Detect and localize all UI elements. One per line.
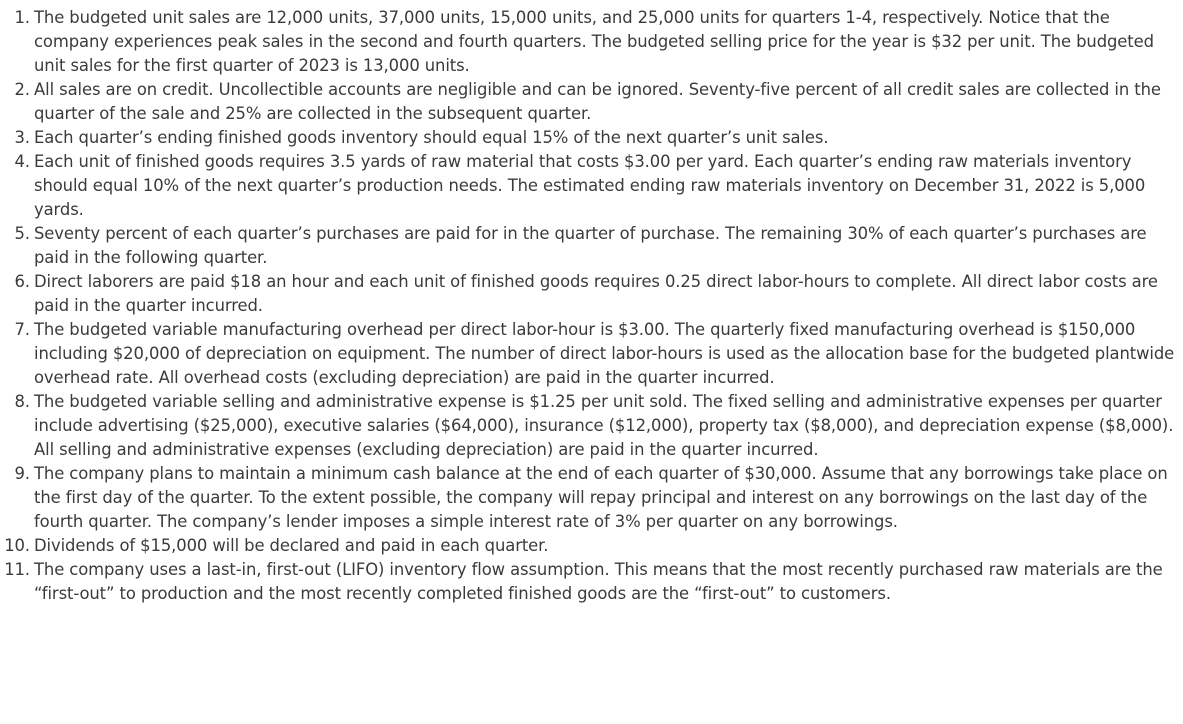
item-text: The budgeted unit sales are 12,000 units, 37,000 units, 15,000 units, and 25,000 units for quarters 1-4, respectively. Notice that the company experiences peak sales in the second and fourth quarters. The budgeted selling price for the year is $32 per unit. The budgeted unit sales for the first quarter of 2023 is 13,000 units.	[34, 8, 1154, 75]
list-item	[0, 150, 1175, 222]
list-item	[0, 6, 1175, 78]
item-text: Each quarter’s ending finished goods inventory should equal 15% of the next quarter’s unit sales.	[34, 128, 829, 147]
item-text: All sales are on credit. Uncollectible accounts are negligible and can be ignored. Seventy-five percent of all credit sales are collected in the quarter of the sale and 25% are collected in the subsequent quarter.	[34, 80, 1161, 123]
item-number: 8 .	[0, 390, 30, 414]
item-number: 11 .	[0, 558, 30, 582]
item-text: The company uses a last-in, first-out (LIFO) inventory flow assumption. This means that the most recently purchased raw materials are the “first-out” to production and the most recently completed finished goods are the “first-out” to customers.	[34, 560, 1163, 603]
assumptions-list	[0, 6, 1175, 606]
item-text: Direct laborers are paid $18 an hour and each unit of finished goods requires 0.25 direct labor-hours to complete. All direct labor costs are paid in the quarter incurred.	[34, 272, 1158, 315]
list-item	[0, 558, 1175, 606]
item-number: 4 .	[0, 150, 30, 174]
list-item	[0, 390, 1175, 462]
list-item	[0, 462, 1175, 534]
item-number: 10 .	[0, 534, 30, 558]
item-number: 9 .	[0, 462, 30, 486]
item-number: 2 .	[0, 78, 30, 102]
item-number: 1 .	[0, 6, 30, 30]
item-text: The budgeted variable manufacturing overhead per direct labor-hour is $3.00. The quarterly fixed manufacturing overhead is $150,000 including $20,000 of depreciation on equipment. The number of direct labor-hours is used as the allocation base for the budgeted plantwide overhead rate. All overhead costs (excluding depreciation) are paid in the quarter incurred.	[34, 320, 1175, 387]
list-item	[0, 318, 1175, 390]
item-text: Dividends of $15,000 will be declared and paid in each quarter.	[34, 536, 549, 555]
list-item	[0, 270, 1175, 318]
item-text: The company plans to maintain a minimum cash balance at the end of each quarter of $30,000. Assume that any borrowings take place on the first day of the quarter. To the extent possible, the company will repay principal and interest on any borrowings on the last day of the fourth quarter. The company’s lender imposes a simple interest rate of 3% per quarter on any borrowings.	[34, 464, 1168, 531]
list-item	[0, 126, 1175, 150]
list-item	[0, 534, 1175, 558]
item-text: Each unit of finished goods requires 3.5 yards of raw material that costs $3.00 per yard. Each quarter’s ending raw materials inventory should equal 10% of the next quarter’s production needs. The estimated ending raw materials inventory on December 31, 2022 is 5,000 yards.	[34, 152, 1146, 219]
list-item	[0, 78, 1175, 126]
item-number: 5 .	[0, 222, 30, 246]
item-text: Seventy percent of each quarter’s purchases are paid for in the quarter of purchase. The remaining 30% of each quarter’s purchases are paid in the following quarter.	[34, 224, 1147, 267]
item-text: The budgeted variable selling and administrative expense is $1.25 per unit sold. The fixed selling and administrative expenses per quarter include advertising ($25,000), executive salaries ($64,000), insurance ($12,000), property tax ($8,000), and depreciation expense ($8,000). All selling and administrative expenses (excluding depreciation) are paid in the quarter incurred.	[34, 392, 1174, 459]
item-number: 6 .	[0, 270, 30, 294]
list-item	[0, 222, 1175, 270]
item-number: 3 .	[0, 126, 30, 150]
item-number: 7 .	[0, 318, 30, 342]
